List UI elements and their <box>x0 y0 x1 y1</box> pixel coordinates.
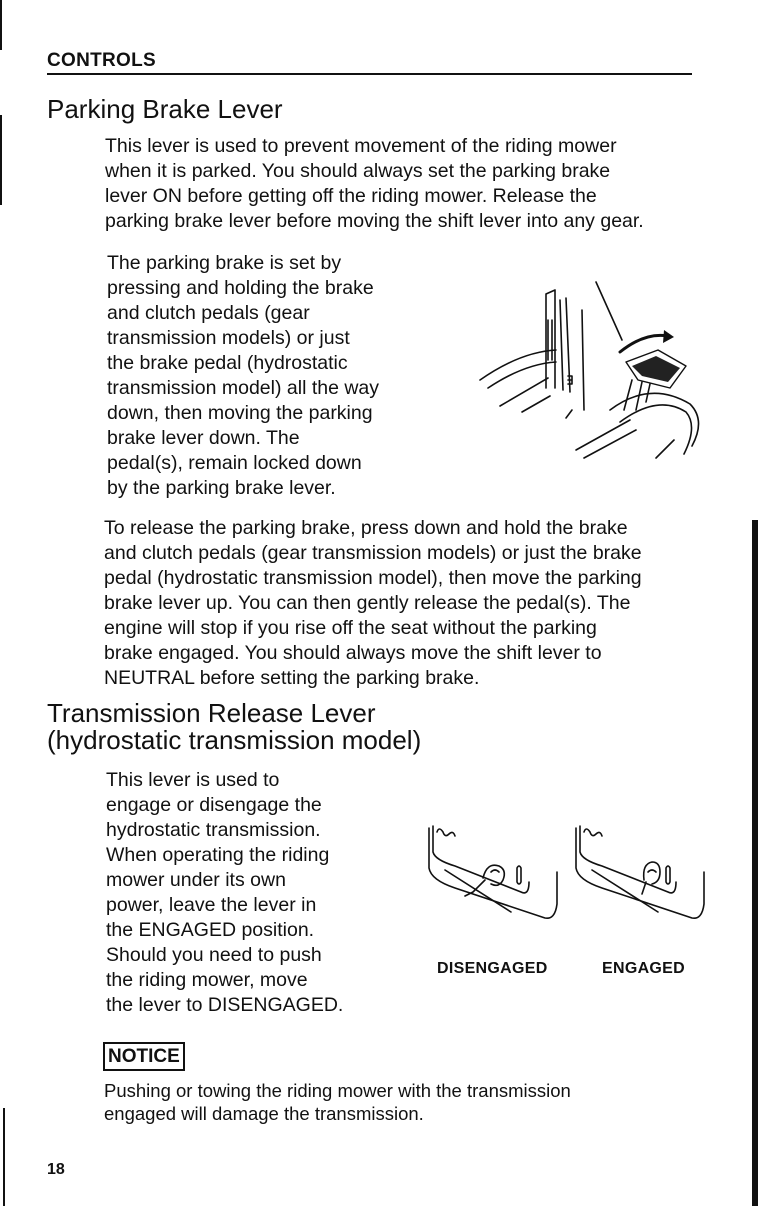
section-label: CONTROLS <box>47 50 157 71</box>
transmission-release-subtitle: (hydrostatic transmission model) <box>47 725 422 755</box>
caption-engaged: ENGAGED <box>602 960 685 977</box>
parking-brake-illustration <box>460 270 705 470</box>
notice-label: NOTICE <box>103 1042 185 1071</box>
scan-edge-mark-top <box>0 0 2 50</box>
text-line: when it is parked. You should always set the parking brake <box>105 160 611 182</box>
text-line: and clutch pedals (gear transmission models) or just the brake <box>104 542 642 564</box>
text-line: pedal (hydrostatic transmission model), then move the parking <box>104 567 642 589</box>
transmission-release-text <box>106 768 386 1018</box>
text-line: pressing and holding the brake <box>107 277 374 299</box>
text-line: Should you need to push <box>106 944 322 966</box>
transmission-release-title: Transmission Release Lever <box>47 698 376 728</box>
scan-edge-mark-left <box>0 115 2 205</box>
engaged-illustration <box>572 822 707 922</box>
notice-text <box>104 1079 704 1125</box>
text-line: brake lever up. You can then gently release the pedal(s). The <box>104 592 631 614</box>
page-number: 18 <box>47 1161 65 1178</box>
text-line: hydrostatic transmission. <box>106 819 321 841</box>
text-line: transmission model) all the way <box>107 377 380 399</box>
text-line: mower under its own <box>106 869 286 891</box>
text-line: NEUTRAL before setting the parking brake. <box>104 667 480 689</box>
text-line: down, then moving the parking <box>107 402 373 424</box>
text-line: the brake pedal (hydrostatic <box>107 352 348 374</box>
text-line: To release the parking brake, press down and hold the brake <box>104 517 628 539</box>
text-line: pedal(s), remain locked down <box>107 452 362 474</box>
parking-brake-release-text <box>104 516 704 691</box>
section-rule <box>47 73 692 75</box>
text-line: The parking brake is set by <box>107 252 342 274</box>
caption-disengaged: DISENGAGED <box>437 960 548 977</box>
parking-brake-set-text <box>107 251 407 501</box>
scan-edge-mark-bottom-left <box>3 1108 5 1206</box>
text-line: parking brake lever before moving the shift lever into any gear. <box>105 210 644 232</box>
text-line: When operating the riding <box>106 844 330 866</box>
text-line: engaged will damage the transmission. <box>104 1103 424 1124</box>
text-line: engine will stop if you rise off the seat without the parking <box>104 617 597 639</box>
text-line: and clutch pedals (gear <box>107 302 310 324</box>
disengaged-illustration <box>425 822 560 922</box>
text-line: transmission models) or just <box>107 327 350 349</box>
text-line: the lever to DISENGAGED. <box>106 994 344 1016</box>
text-line: brake engaged. You should always move the shift lever to <box>104 642 602 664</box>
text-line: This lever is used to prevent movement of the riding mower <box>105 135 617 157</box>
text-line: Pushing or towing the riding mower with the transmission <box>104 1080 571 1101</box>
parking-brake-intro <box>105 134 705 234</box>
transmission-release-heading <box>47 700 421 754</box>
text-line: lever ON before getting off the riding mower. Release the <box>105 185 597 207</box>
text-line: the ENGAGED position. <box>106 919 315 941</box>
scan-edge-mark-right <box>752 520 758 1206</box>
text-line: engage or disengage the <box>106 794 322 816</box>
text-line: This lever is used to <box>106 769 280 791</box>
text-line: power, leave the lever in <box>106 894 317 916</box>
text-line: the riding mower, move <box>106 969 308 991</box>
text-line: by the parking brake lever. <box>107 477 336 499</box>
text-line: brake lever down. The <box>107 427 300 449</box>
parking-brake-title: Parking Brake Lever <box>47 94 283 124</box>
